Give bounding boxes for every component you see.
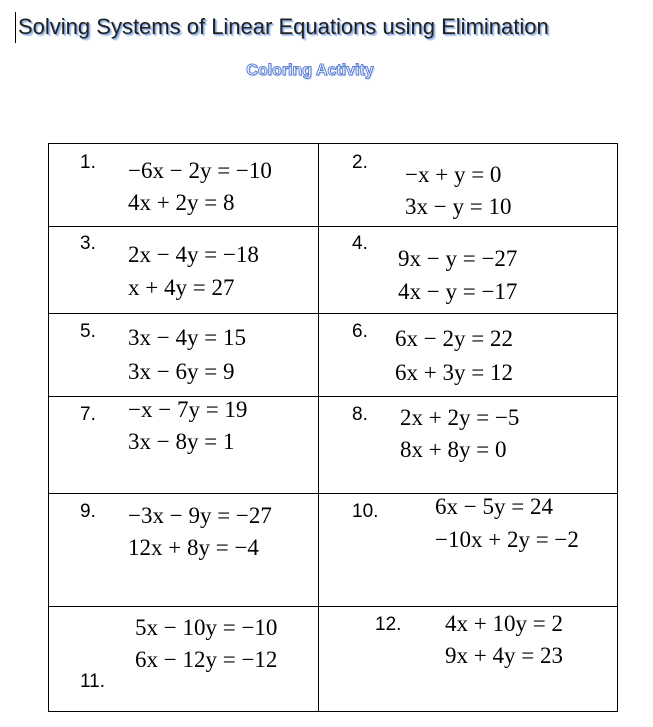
equation: 3x − y = 10 — [405, 194, 512, 219]
row-divider — [49, 226, 617, 227]
equation: 9x − y = −27 — [398, 246, 518, 271]
equation: 3x − 4y = 15 — [128, 325, 246, 350]
row-divider — [49, 606, 617, 607]
problem-number: 2. — [352, 152, 368, 173]
equation: −6x − 2y = −10 — [128, 158, 272, 183]
equation: 6x − 2y = 22 — [395, 326, 513, 351]
equation: 3x − 6y = 9 — [128, 359, 235, 384]
page-title: Solving Systems of Linear Equations using Elimination — [18, 14, 549, 39]
equation: −x − 7y = 19 — [128, 397, 248, 422]
equation: 4x − y = −17 — [398, 279, 518, 304]
equation: 4x + 10y = 2 — [445, 611, 563, 636]
equation: −3x − 9y = −27 — [128, 503, 272, 528]
problem-number: 9. — [80, 501, 96, 522]
equation: 6x − 12y = −12 — [135, 647, 278, 672]
problem-number: 8. — [352, 404, 368, 425]
equation: 9x + 4y = 23 — [445, 643, 563, 668]
equation: 6x − 5y = 24 — [435, 494, 553, 519]
problem-number: 7. — [80, 404, 96, 425]
problem-number: 4. — [352, 233, 368, 254]
equation: x + 4y = 27 — [128, 275, 235, 300]
equation: 2x − 4y = −18 — [128, 242, 259, 267]
text-cursor — [15, 12, 16, 43]
equation: 5x − 10y = −10 — [135, 615, 278, 640]
equation: 3x − 8y = 1 — [128, 429, 235, 454]
page-subtitle: Coloring Activity — [246, 62, 374, 79]
problem-number: 10. — [352, 501, 379, 522]
equation: 8x + 8y = 0 — [400, 437, 507, 462]
problem-number: 1. — [80, 152, 96, 173]
equation: 4x + 2y = 8 — [128, 190, 235, 215]
problem-number: 12. — [375, 614, 402, 635]
equation: −10x + 2y = −2 — [435, 527, 579, 552]
row-divider — [49, 313, 617, 314]
equation: −x + y = 0 — [405, 162, 502, 187]
equation: 2x + 2y = −5 — [400, 405, 520, 430]
problem-number: 11. — [80, 671, 106, 692]
problem-number: 3. — [80, 233, 96, 254]
column-divider — [318, 144, 319, 711]
equation: 6x + 3y = 12 — [395, 360, 513, 385]
equation: 12x + 8y = −4 — [128, 535, 259, 560]
problem-number: 6. — [352, 321, 368, 342]
problem-number: 5. — [80, 321, 96, 342]
